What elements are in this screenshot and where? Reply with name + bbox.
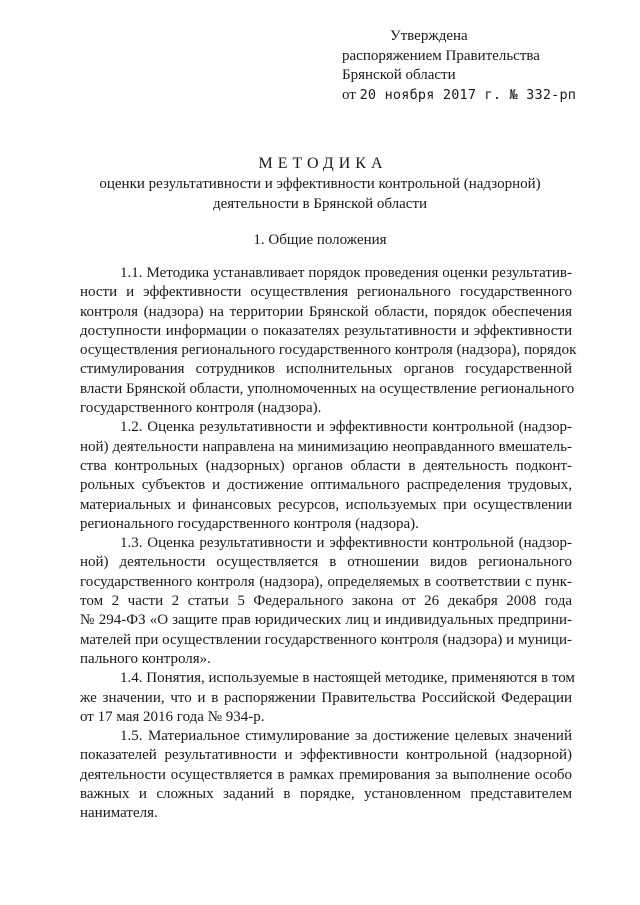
- paragraph-line: мателей при осуществлении государственного контроля (надзора) и муници-: [80, 631, 572, 648]
- approval-line-approved: Утверждена: [390, 28, 468, 44]
- subtitle-line: оценки результативности и эффективности контрольной (надзорной): [99, 176, 541, 192]
- document-title: МЕТОДИКА: [258, 155, 388, 172]
- paragraph-line: 1.3. Оценка результативности и эффективности контрольной (надзор-: [120, 535, 572, 552]
- paragraph-line: осуществления регионального государственного контроля (надзора), порядок: [80, 342, 577, 359]
- section-heading: 1. Общие положения: [253, 232, 387, 248]
- paragraph-line: ной) деятельности направлена на минимизацию неоправданного вмешатель-: [80, 438, 572, 455]
- paragraph-line: регионального государственного контроля (надзора).: [80, 515, 419, 532]
- document-body: [80, 264, 577, 824]
- paragraph-line: от 17 мая 2016 года № 934-р.: [80, 708, 265, 725]
- paragraph-line: важных и сложных заданий в порядке, установленном представителем: [80, 786, 572, 803]
- paragraph-line: государственного контроля (надзора).: [80, 400, 322, 417]
- approval-line-date: [342, 86, 602, 106]
- paragraph-line: рольных субъектов и достижение оптимального распределения трудовых,: [80, 477, 572, 494]
- paragraph-line: государственного контроля (надзора), определяемых в соответствии с пунк-: [80, 573, 572, 590]
- paragraph: [80, 669, 575, 727]
- paragraph-line: власти Брянской области, уполномоченных на осуществление регионального: [80, 380, 575, 397]
- approval-stamp: [342, 27, 602, 105]
- approval-line-order: распоряжением Правительства: [342, 47, 540, 64]
- paragraph-line: контроля (надзора) на территории Брянской области, порядок обеспечения: [80, 303, 572, 320]
- approval-date-number: 20 ноября 2017 г. № 332-рп: [359, 86, 577, 103]
- approval-line-region: Брянской области: [342, 67, 456, 83]
- paragraph: [80, 727, 572, 823]
- document-subtitle: [80, 175, 560, 214]
- paragraph-line: 1.4. Понятия, используемые в настоящей методике, применяются в том: [120, 670, 575, 687]
- paragraph-line: ности и эффективности осуществления регионального государственного: [80, 284, 572, 301]
- paragraph-line: деятельности осуществляется в рамках премирования за выполнение особо: [80, 766, 572, 783]
- paragraph: [80, 264, 577, 418]
- paragraph-line: стимулирования сотрудников исполнительных органов государственной: [80, 361, 572, 378]
- paragraph-line: пального контроля».: [80, 650, 211, 667]
- paragraph-line: 1.5. Материальное стимулирование за достижение целевых значений: [120, 728, 572, 745]
- paragraph-line: ной) деятельности осуществляется в отношении видов регионального: [80, 554, 572, 571]
- paragraph-line: 1.2. Оценка результативности и эффективности контрольной (надзор-: [120, 419, 572, 436]
- paragraph: [80, 534, 572, 669]
- paragraph-line: ства контрольных (надзорных) органов области в деятельность подконт-: [80, 457, 572, 474]
- paragraph-line: нанимателя.: [80, 805, 158, 822]
- paragraph-line: доступности информации о показателях результативности и эффективности: [80, 322, 572, 339]
- paragraph-line: показателей результативности и эффективности контрольной (надзорной): [80, 747, 572, 764]
- paragraph-line: 1.1. Методика устанавливает порядок проведения оценки результатив-: [120, 265, 572, 281]
- paragraph-line: том 2 части 2 статьи 5 Федерального закона от 26 декабря 2008 года: [80, 593, 572, 610]
- paragraph-line: материальных и финансовых ресурсов, используемых при осуществлении: [80, 496, 572, 513]
- paragraph-line: № 294-ФЗ «О защите прав юридических лиц и индивидуальных предприни-: [80, 612, 572, 629]
- paragraph: [80, 418, 572, 534]
- paragraph-line: же значении, что и в распоряжении Правительства Российской Федерации: [80, 689, 572, 706]
- subtitle-line: деятельности в Брянской области: [212, 195, 428, 212]
- approval-date-prefix: от: [342, 86, 356, 103]
